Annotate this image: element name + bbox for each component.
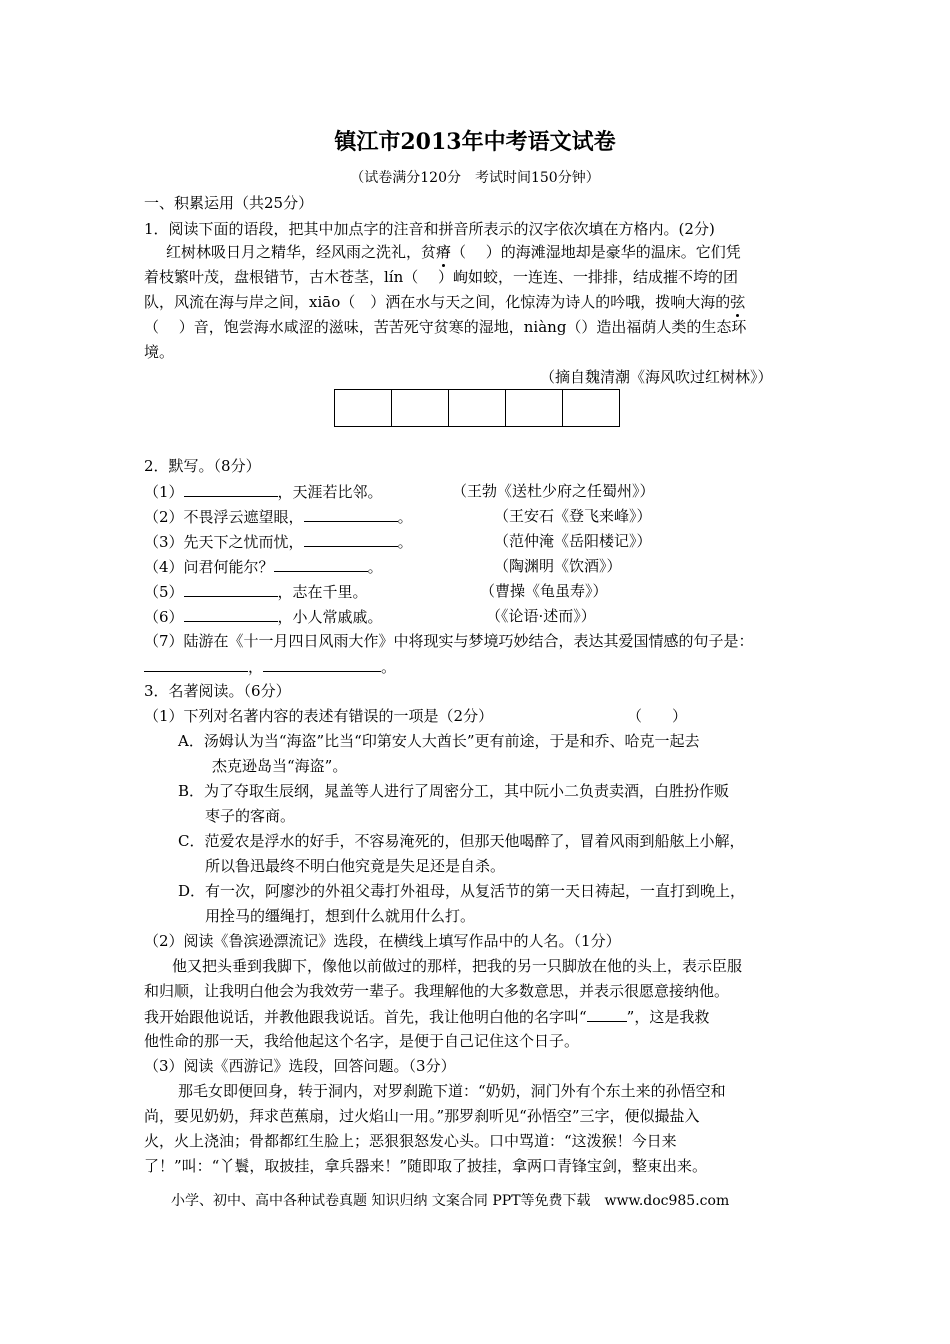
dictation-item: （4）问君何能尔？ 。 <box>144 558 383 576</box>
dictation-source: （王安石《登飞来峰》） <box>494 507 652 525</box>
answer-box[interactable] <box>506 390 563 426</box>
dotted-character: 瘠 <box>436 243 452 261</box>
dictation-item: （6） ，小人常戚戚。 <box>144 608 383 626</box>
answer-grid <box>334 389 620 427</box>
passage-line: 境。 <box>144 343 175 361</box>
dotted-character: 弦 <box>730 293 746 311</box>
option-b-cont: 枣子的客商。 <box>205 807 296 825</box>
answer-blank[interactable] <box>144 656 248 672</box>
dictation-source: （王勃《送杜少府之任蜀州》） <box>452 482 655 500</box>
option-c: C．范爱农是浮水的好手，不容易淹死的，但那天他喝醉了，冒着风雨到船舷上小解， <box>178 832 745 850</box>
option-a: A．汤姆认为当“海盗”比当“印第安人大酋长”更有前途，于是和乔、哈克一起去 <box>178 732 700 750</box>
answer-blank[interactable] <box>274 556 368 572</box>
passage-line: 着枝繁叶茂，盘根错节，古木苍茎，lín（ ）峋如蛟，一连连、一排排，结成摧不垮的团 <box>144 268 739 286</box>
answer-box[interactable] <box>335 390 392 426</box>
option-d-cont: 用拴马的缰绳打，想到什么就用什么打。 <box>205 907 476 925</box>
dictation-item-7: （7）陆游在《十一月四日风雨大作》中将现实与梦境巧妙结合，表达其爱国情感的句子是： <box>144 632 754 650</box>
excerpt-line: 了！”叫：“丫鬟，取披挂，拿兵器来！”随即取了披挂，拿两口青锋宝剑，整束出来。 <box>144 1157 708 1175</box>
option-a-cont: 杰克逊岛当“海盗”。 <box>212 757 348 775</box>
page-title: 镇江市2013年中考语文试卷 <box>334 129 616 155</box>
question-2-prompt: 2．默写。（8分） <box>144 457 261 475</box>
exam-info: （试卷满分120分 考试时间150分钟） <box>350 170 600 186</box>
excerpt-line: 他性命的那一天，我给他起这个名字，是便于自己记住这个日子。 <box>144 1032 580 1050</box>
answer-box[interactable] <box>563 390 619 426</box>
name-blank[interactable] <box>587 1006 627 1022</box>
dictation-item: （3）先天下之忧而忧， 。 <box>144 533 413 551</box>
dictation-item: （5） ，志在千里。 <box>144 583 368 601</box>
answer-blank[interactable] <box>184 606 278 622</box>
excerpt-line: 那毛女即便回身，转于洞内，对罗刹跪下道：“奶奶，洞门外有个东土来的孙悟空和 <box>178 1082 726 1100</box>
passage-line <box>166 242 741 262</box>
page-footer: 小学、初中、高中各种试卷真题 知识归纳 文案合同 PPT等免费下载 www.doc985.com <box>171 1193 730 1209</box>
question-1-prompt: 1．阅读下面的语段，把其中加点字的注音和拼音所表示的汉字依次填在方格内。(2分) <box>144 220 715 238</box>
excerpt-line: 火，火上浇油；骨都都红生脸上；恶狠狠怒发心头。口中骂道：“这泼猴！今日来 <box>144 1132 677 1150</box>
passage-line: （ ）音，饱尝海水咸涩的滋味，苦苦死守贫寒的湿地，niàng（）造出福荫人类的生态环 <box>144 318 747 336</box>
option-d: D．有一次，阿廖沙的外祖父毒打外祖母，从复活节的第一天日祷起，一直打到晚上， <box>178 882 746 900</box>
answer-paren[interactable]: （ ） <box>627 707 688 725</box>
answer-box[interactable] <box>392 390 449 426</box>
excerpt-line: 我开始跟他说话，并教他跟我说话。首先，我让他明白他的名字叫“ ”，这是我救 <box>144 1008 710 1026</box>
answer-blank[interactable] <box>304 506 398 522</box>
subquestion-1: （1）下列对名著内容的表述有错误的一项是（2分） <box>144 707 494 725</box>
dictation-item-7-answer: ， 。 <box>144 656 396 677</box>
dictation-source: （陶渊明《饮酒》） <box>494 557 622 575</box>
dictation-item: （2）不畏浮云遮望眼， 。 <box>144 508 413 526</box>
passage-line <box>144 292 745 312</box>
option-b: B．为了夺取生辰纲，晁盖等人进行了周密分工，其中阮小二负责卖酒，白胜扮作贩 <box>178 782 730 800</box>
passage-source: （摘自魏清潮《海风吹过红树林》） <box>540 368 773 386</box>
passage-text: 红树林吸日月之精华，经风雨之洗礼，贫 <box>166 243 437 261</box>
passage-text: 队，风流在海与岸之间，xiāo（ ）洒在水与天之间，化惊涛为诗人的吟哦，拨响大海的 <box>144 293 731 311</box>
passage-text: （ ）的海滩湿地却是豪华的温床。它们凭 <box>451 243 741 261</box>
answer-blank[interactable] <box>304 531 398 547</box>
dictation-source: （曹操《龟虽寿》） <box>480 582 608 600</box>
option-c-cont: 所以鲁迅最终不明白他究竟是失足还是自杀。 <box>205 857 506 875</box>
excerpt-line: 和归顺，让我明白他会为我效劳一辈子。我理解他的大多数意思，并表示很愿意接纳他。 <box>144 982 730 1000</box>
dictation-source: （范仲淹《岳阳楼记》） <box>494 532 652 550</box>
subquestion-3: （3）阅读《西游记》选段，回答问题。（3分） <box>144 1057 456 1075</box>
subquestion-2: （2）阅读《鲁滨逊漂流记》选段，在横线上填写作品中的人名。（1分） <box>144 932 621 950</box>
excerpt-line: 他又把头垂到我脚下，像他以前做过的那样，把我的另一只脚放在他的头上，表示臣服 <box>172 957 743 975</box>
answer-blank[interactable] <box>263 656 381 672</box>
answer-box[interactable] <box>449 390 506 426</box>
dictation-item: （1） ，天涯若比邻。 <box>144 483 383 501</box>
answer-blank[interactable] <box>184 581 278 597</box>
excerpt-line: 尚，要见奶奶，拜求芭蕉扇，过火焰山一用。”那罗刹听见“孙悟空”三字，便似撮盐入 <box>144 1107 700 1125</box>
dictation-source: （《论语·述而》） <box>486 607 596 625</box>
answer-blank[interactable] <box>184 481 278 497</box>
question-3-prompt: 3．名著阅读。（6分） <box>144 682 291 700</box>
section-heading: 一、积累运用（共25分） <box>144 194 314 212</box>
